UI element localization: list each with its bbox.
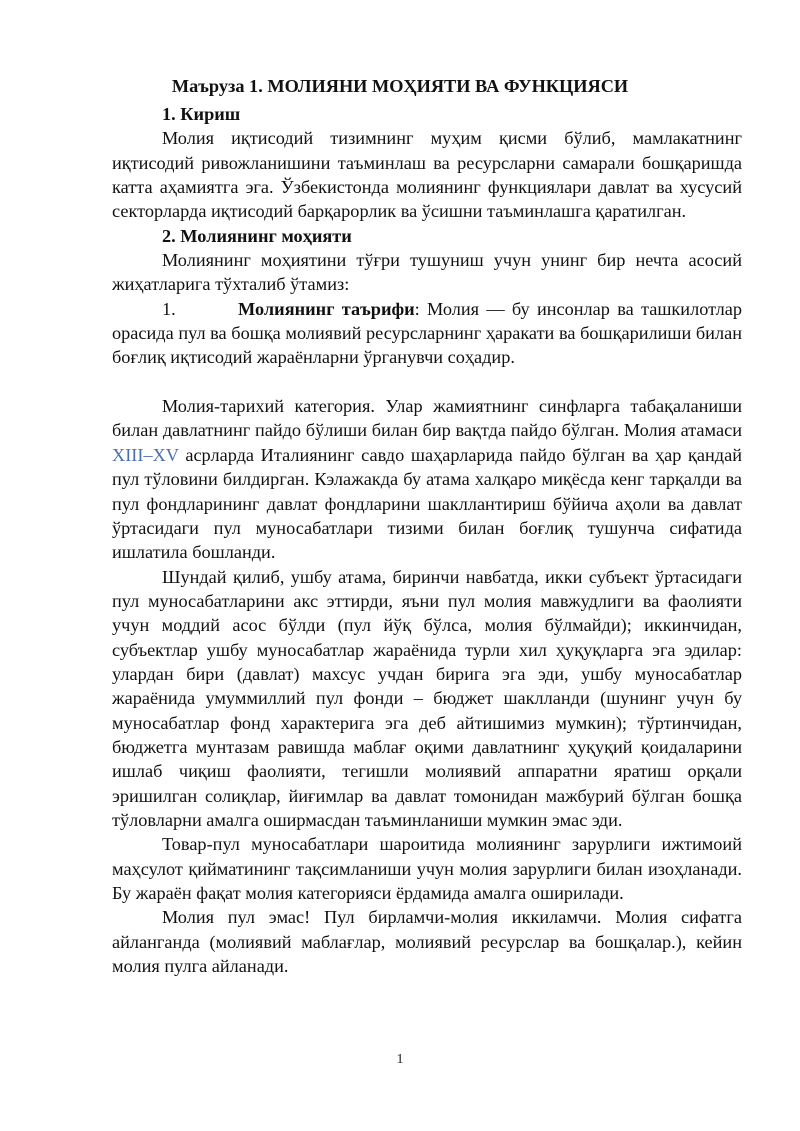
definition-term: Молиянинг таърифи (238, 298, 415, 319)
page-title: Маъруза 1. МОЛИЯНИ МОҲИЯТИ ВА ФУНКЦИЯСИ (171, 76, 629, 96)
blank-line (112, 370, 742, 394)
essence-paragraph: Молиянинг моҳиятини тўғри тушуниш учун унинг бир нечта асосий жиҳатларига тўхталиб ўтамиз: (112, 250, 742, 295)
list-item-number: 1. (162, 298, 176, 319)
history-text-before: Молия-тарихий категория. Улар жамиятнинг синфларга табақаланиши билан давлатнинг пайдо бўлиши билан бир вақтда пайдо бўлган. Молия атамаси (112, 396, 742, 441)
intro-heading: 1. Кириш (162, 104, 241, 124)
century-range: XIII–XV (112, 444, 179, 465)
history-text-after: асрларда Италиянинг савдо шаҳарларида пайдо бўлган ва ҳар қандай пул тўловини билдирган. Кэлажакда бу атама халқаро миқёсда кенг тарқалди ва пул фондларининг давлат фондларини шакллантириш бўйича аҳоли ва давлат ўртасидаги пул муносабатлари тизими билан боғлиқ тушунча сифатида ишлатила бошланди. (112, 444, 742, 563)
intro-paragraph: Молия иқтисодий тизимнинг муҳим қисми бўлиб, мамлакатнинг иқтисодий ривожланишини таъминлаш ва ресурсларни самарали бошқаришда катта аҳамиятга эга. Ўзбекистонда молиянинг функциялари давлат ва хусусий секторларда иқтисодий барқарорлик ва ўсишни таъминлашга қаратилган. (112, 128, 742, 222)
page-number: 1 (396, 1052, 404, 1067)
definition-text: : Молия — бу инсонлар ва ташкилотлар орасида пул ва бошқа молиявий ресурсларнинг ҳаракати ва бошқарилиши билан боғлиқ иқтисодий жараёнларни ўрганувчи соҳадир. (112, 298, 743, 368)
thus-paragraph: Шундай қилиб, ушбу атама, биринчи навбатда, икки субъект ўртасидаги пул муносабатларини акс эттирди, яъни пул молия мавжудлиги ва фаолияти учун моддий асос бўлди (пул йўқ бўлса, молия бўлмайди); иккинчидан, субъектлар ушбу муносабатлар жараёнида турли хил ҳуқуқларга эга эдилар: улардан бири (давлат) махсус учдан бирига эга эди, ушбу муносабатлар жараёнида умуммиллий пул фонди – бюджет шаклланди (шунинг учун бу муносабатлар фонд характерига эга деб айтишимиз мумкин); тўртинчидан, бюджетга мунтазам равишда маблағ оқими давлатнинг ҳуқуқий қоидаларини ишлаб чиқиш фаолияти, тегишли молиявий аппаратни яратиш орқали эришилган солиқлар, йиғимлар ва давлат томонидан мажбурий бўлган бошқа тўловларни амалга оширмасдан таъминланиши мумкин эмас эди. (112, 566, 742, 830)
list-item-definition (112, 297, 742, 370)
document-body (112, 102, 742, 978)
history-paragraph (112, 394, 742, 564)
not-money-paragraph: Молия пул эмас! Пул бирламчи-молия иккиламчи. Молия сифатга айланганда (молиявий маблағлар, молиявий ресурслар ва бошқалар.), кейин молия пулга айланади. (112, 907, 742, 977)
commodity-paragraph: Товар-пул муносабатлари шароитида молиянинг зарурлиги ижтимоий маҳсулот қийматининг тақсимланиши учун молия зарурлиги билан изоҳланади. Бу жараён фақат молия категорияси ёрдамида амалга оширилади. (112, 834, 742, 903)
essence-heading: 2. Молиянинг моҳияти (162, 225, 352, 246)
